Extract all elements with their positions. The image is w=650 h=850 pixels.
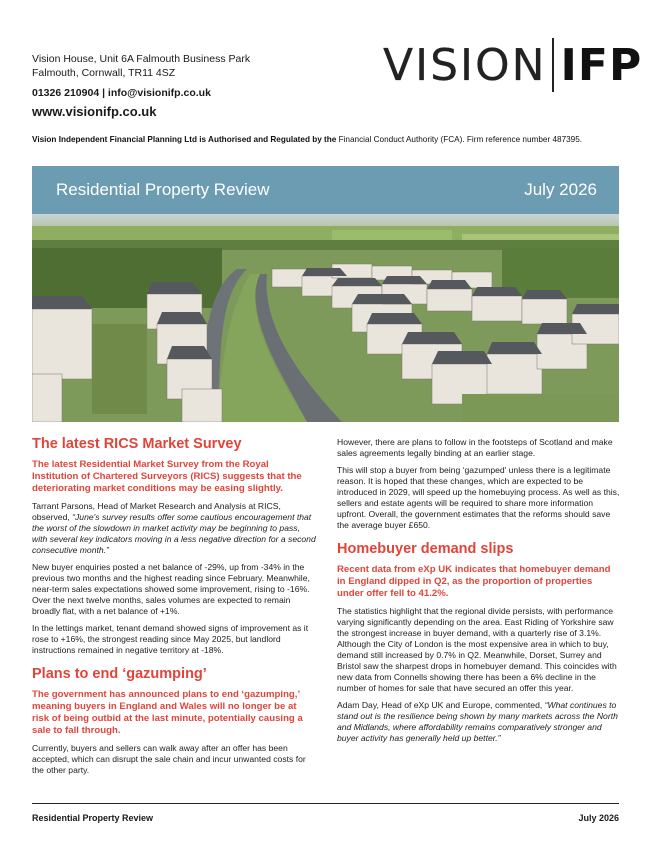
- company-logo: [383, 40, 642, 90]
- right-column: [337, 437, 621, 750]
- demand-lead: Recent data from eXp UK indicates that homebuyer demand in England dipped in Q2, as the proportion of properties under offer fell to 41.2%.: [337, 564, 611, 599]
- address-line-1: Vision House, Unit 6A Falmouth Business Park: [32, 53, 251, 65]
- gazumping-paragraph-1: Currently, buyers and sellers can walk away after an offer has been accepted, which can disrupt the sale chain and incur unwanted costs for the other party.: [32, 743, 306, 775]
- regulatory-statement: [32, 135, 582, 144]
- demand-heading: Homebuyer demand slips: [337, 541, 514, 557]
- gazumping-paragraph-3: This will stop a buyer from being ‘gazumped’ unless there is a legitimate reason. It is hoped that these changes, which are expected to be introduced in 2029, will speed up the homebuying process. As well as this, sellers and estate agents will be required to share more information upfront. Overall, the government estimates that the reforms should save the average buyer £650.: [337, 465, 620, 530]
- rics-lead: The latest Residential Market Survey from the Royal Institution of Chartered Surveyors (RICS) suggests that the deteriorating market conditions may be easing slightly.: [32, 459, 302, 494]
- rics-heading: The latest RICS Market Survey: [32, 436, 242, 452]
- logo-vision-text: VISION: [383, 39, 547, 91]
- hero-image-housing-estate: [32, 214, 619, 422]
- rics-paragraph-2: New buyer enquiries posted a net balance of -29%, up from -34% in the previous two months and the highest reading since February. Meanwhile, near-term sales expectations showed some improvement, rising to -16%. Over the next twelve months, sales volumes are expected to remain broadly flat, with a net balance of +1%.: [32, 562, 310, 616]
- contact-line: 01326 210904 | info@visionifp.co.uk: [32, 87, 211, 99]
- footer-date: July 2026: [578, 813, 619, 823]
- gazumping-lead: The government has announced plans to end ‘gazumping,’ meaning buyers in England and Wales will no longer be at risk of being outbid at the last minute, potentially causing a sale to fall through.: [32, 689, 303, 736]
- banner-date: July 2026: [524, 180, 597, 199]
- logo-divider: [552, 38, 554, 92]
- left-column: [32, 436, 316, 782]
- website-link[interactable]: www.visionifp.co.uk: [32, 104, 157, 119]
- gazumping-paragraph-2: However, there are plans to follow in the footsteps of Scotland and make sales agreements legally binding at an earlier stage.: [337, 437, 613, 458]
- demand-p2-quote: “What continues to stand out is the resilience being shown by many markets across the North and Midlands, where affordability remains comparatively stronger and buyer activity has generally held up better.”: [337, 700, 618, 743]
- footer-title: Residential Property Review: [32, 813, 154, 823]
- footer-divider: [32, 803, 619, 804]
- rics-p1-quote: “June's survey results offer some cautious encouragement that the worst of the slowdown in market activity may be beginning to pass, with several key indicators moving in a less negative direction for a second consecutive month.”: [32, 512, 316, 555]
- title-banner: [32, 166, 619, 214]
- demand-paragraph-2: [337, 700, 621, 744]
- rics-paragraph-3: In the lettings market, tenant demand showed signs of improvement as it rose to +16%, the strongest reading since May 2025, but landlord instructions remained in negative territory at -18%.: [32, 623, 309, 655]
- banner-title: Residential Property Review: [56, 180, 270, 199]
- rics-paragraph-1: [32, 501, 316, 556]
- demand-p2-intro: Adam Day, Head of eXp UK and Europe, commented,: [337, 700, 545, 710]
- company-address-block: [32, 52, 250, 119]
- regulatory-normal: Financial Conduct Authority (FCA). Firm reference number 487395.: [336, 135, 583, 144]
- regulatory-bold: Vision Independent Financial Planning Ltd is Authorised and Regulated by the: [32, 135, 337, 144]
- address-line-2: Falmouth, Cornwall, TR11 4SZ: [32, 67, 176, 79]
- rics-p1-intro: Tarrant Parsons, Head of Market Research and Analysis at RICS, observed,: [32, 501, 281, 522]
- gazumping-heading: Plans to end ‘gazumping’: [32, 666, 207, 682]
- logo-ifp-text: IFP: [560, 39, 643, 91]
- demand-paragraph-1: The statistics highlight that the regional divide persists, with performance varying significantly depending on the area. East Riding of Yorkshire saw the strongest increase in buyer demand, with a quarterly rise of 3.1%. Although the City of London is the most expensive area in which to buy, demand still increased by 0.7% in Q2. Meanwhile, Dorset, Surrey and Bristol saw the sharpest drops in homebuyer demand. This coincides with new data from Connells showing there has been a 6% decline in the number of homes for sale that have secured an offer this year.: [337, 606, 617, 693]
